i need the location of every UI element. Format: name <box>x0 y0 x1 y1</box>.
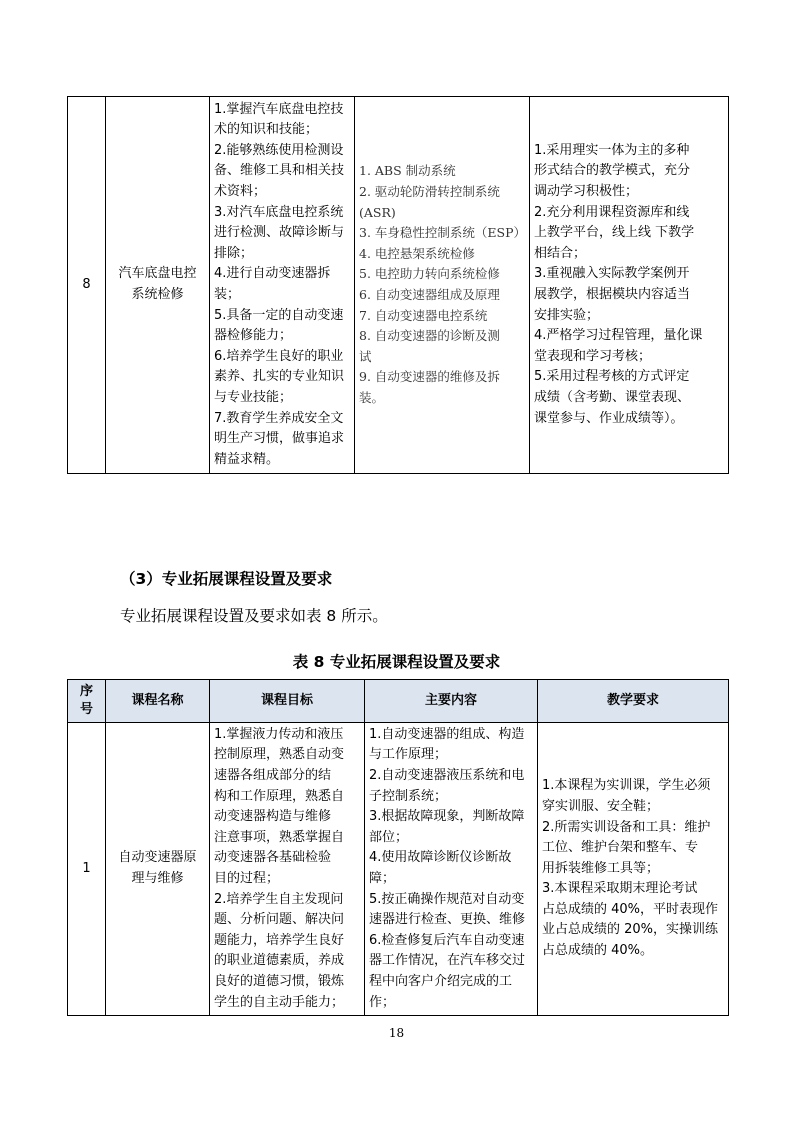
text-line: (ASR) <box>359 204 396 220</box>
text-line: 占总成绩的 40%，平时表现作 <box>542 901 719 917</box>
text-line: 形式结合的教学模式，充分 <box>534 163 691 179</box>
teaching-requirements <box>538 723 729 1016</box>
text-line: 1.掌握汽车底盘电控技 <box>214 101 344 117</box>
text-line: 序 <box>79 684 93 699</box>
text-line: 成绩（含考勤、课堂表现、 <box>534 389 691 405</box>
text-line: 3.根据故障现象，判断故障 <box>369 809 525 825</box>
text-line: 业占总成绩的 20%，实操训练 <box>542 922 719 938</box>
text-line: 号 <box>79 702 93 717</box>
text-line: 4. 电控悬架系统检修 <box>359 245 475 261</box>
text-line: 的职业道德素质，养成 <box>214 953 345 969</box>
text-line: 试 <box>359 348 372 364</box>
text-line: 堂表现和学习考核； <box>534 348 652 364</box>
text-line: 3.重视融入实际教学案例开 <box>534 266 690 282</box>
section-description: 专业拓展课程设置及要求如表 8 所示。 <box>120 607 388 625</box>
text-line: 1. ABS 制动系统 <box>359 163 456 179</box>
text-line: 用拆装维修工具等； <box>542 860 660 876</box>
page-number: 18 <box>388 1026 405 1040</box>
text-line: 部位； <box>369 829 409 845</box>
text-line: 精益求精。 <box>214 451 280 467</box>
text-line: 5.具备一定的自动变速 <box>214 307 344 323</box>
text-line: 7.教育学生养成安全文 <box>214 410 344 426</box>
text-line: 素养、扎实的专业知识 <box>214 369 345 385</box>
header-main-content: 主要内容 <box>365 680 538 723</box>
text-line: 展教学，根据模块内容适当 <box>534 287 691 302</box>
text-line: 器工作情况，在汽车移交过 <box>369 953 526 969</box>
text-line: 汽车底盘电控 <box>118 266 197 282</box>
row-index: 1 <box>68 723 106 1016</box>
text-line: 2.所需实训设备和工具：维护 <box>542 819 711 835</box>
text-line: 工位、维护台架和整车、专 <box>542 840 699 856</box>
header-course-name: 课程名称 <box>106 680 210 723</box>
main-content <box>355 97 530 474</box>
section-heading: （3）专业拓展课程设置及要求 <box>120 570 333 588</box>
text-line: 进行检测、故障诊断与 <box>214 225 345 241</box>
text-line: 1.自动变速器的组成、构造 <box>369 726 525 742</box>
text-line: 速器进行检查、更换、维修 <box>369 912 526 928</box>
table-row <box>68 723 729 1016</box>
text-line: 穿实训服、安全鞋； <box>542 798 660 814</box>
text-line: 4.严格学习过程管理，量化课 <box>534 328 703 344</box>
text-line: 6.培养学生良好的职业 <box>214 348 344 364</box>
text-line: 5.采用过程考核的方式评定 <box>534 369 690 385</box>
course-goals <box>210 97 355 474</box>
text-line: 2.能够熟练使用检测设 <box>214 142 344 158</box>
text-line: 4.进行自动变速器拆 <box>214 266 331 282</box>
text-line: 5. 电控助力转向系统检修 <box>359 266 500 282</box>
text-line: 4.使用故障诊断仪诊断故 <box>369 850 512 866</box>
text-line: 占总成绩的 40%。 <box>542 943 654 959</box>
text-line: 2.自动变速器液压系统和电 <box>369 768 525 784</box>
main-content <box>365 723 538 1016</box>
text-line: 与专业技能； <box>214 389 293 405</box>
text-line: 程中向客户介绍完成的工 <box>369 973 513 989</box>
text-line: 3.对汽车底盘电控系统 <box>214 204 344 220</box>
text-line: 1.采用理实一体为主的多种 <box>534 142 690 158</box>
text-line: 1.掌握液力传动和液压 <box>214 726 344 742</box>
text-line: 安排实验； <box>534 307 600 323</box>
table-header-row <box>68 680 729 723</box>
text-line: 构和工作原理，熟悉自 <box>214 788 345 804</box>
text-line: 自动变速器原 <box>118 850 197 866</box>
text-line: 与工作原理； <box>369 747 448 763</box>
course-name <box>106 723 210 1016</box>
text-line: 3.本课程采取期末理论考试 <box>542 881 698 897</box>
text-line: 目的过程； <box>214 871 280 886</box>
header-teaching-requirements: 教学要求 <box>538 680 729 723</box>
text-line: 注意事项，熟悉掌握自 <box>214 829 345 845</box>
course-name <box>106 97 210 474</box>
text-line: 调动学习积极性； <box>534 184 639 200</box>
table-row <box>68 97 729 474</box>
text-line: 1.本课程为实训课，学生必须 <box>542 778 711 794</box>
text-line: 5.按正确操作规范对自动变 <box>369 891 525 907</box>
text-line: 题能力，培养学生良好 <box>214 932 345 948</box>
text-line: 动变速器构造与维修 <box>214 809 332 825</box>
text-line: 9. 自动变速器的维修及拆 <box>359 369 500 385</box>
row-index: 8 <box>68 97 106 474</box>
extension-course-table <box>67 679 729 1016</box>
table-caption: 表 8 专业拓展课程设置及要求 <box>292 653 501 671</box>
text-line: 3. 车身稳性控制系统（ESP） <box>359 225 526 241</box>
course-table-continued <box>67 96 729 474</box>
text-line: 良好的道德习惯，锻炼 <box>214 973 345 989</box>
text-line: 课堂参与、作业成绩等）。 <box>534 410 684 426</box>
text-line: 明生产习惯，做事追求 <box>214 431 345 447</box>
course-goals <box>210 723 365 1016</box>
text-line: 装。 <box>359 389 385 405</box>
text-line: 动变速器各基础检验 <box>214 850 332 866</box>
text-line: 8. 自动变速器的诊断及测 <box>359 328 500 344</box>
text-line: 装； <box>214 287 241 302</box>
header-course-goals: 课程目标 <box>210 680 365 723</box>
text-line: 学生的自主动手能力； <box>214 994 345 1010</box>
text-line: 障； <box>369 871 396 886</box>
text-line: 上教学平台，线上线 下教学 <box>534 225 695 241</box>
text-line: 系统检修 <box>131 287 184 302</box>
text-line: 排除； <box>214 245 254 261</box>
text-line: 理与维修 <box>131 871 184 886</box>
teaching-requirements <box>530 97 729 474</box>
text-line: 7. 自动变速器电控系统 <box>359 307 488 323</box>
text-line: 6.检查修复后汽车自动变速 <box>369 932 525 948</box>
text-line: 控制原理，熟悉自动变 <box>214 747 345 763</box>
text-line: 2.培养学生自主发现问 <box>214 891 344 907</box>
text-line: 题、分析问题、解决问 <box>214 912 345 928</box>
header-index <box>68 680 106 723</box>
text-line: 速器各组成部分的结 <box>214 768 332 784</box>
text-line: 子控制系统； <box>369 788 448 804</box>
text-line: 作； <box>369 994 396 1010</box>
text-line: 备、维修工具和相关技 <box>214 163 345 179</box>
text-line: 相结合； <box>534 245 587 261</box>
text-line: 2. 驱动轮防滑转控制系统 <box>359 184 500 200</box>
text-line: 器检修能力； <box>214 328 293 344</box>
text-line: 2.充分利用课程资源库和线 <box>534 204 690 220</box>
text-line: 6. 自动变速器组成及原理 <box>359 287 500 302</box>
text-line: 术的知识和技能； <box>214 122 319 138</box>
text-line: 术资料； <box>214 184 267 200</box>
